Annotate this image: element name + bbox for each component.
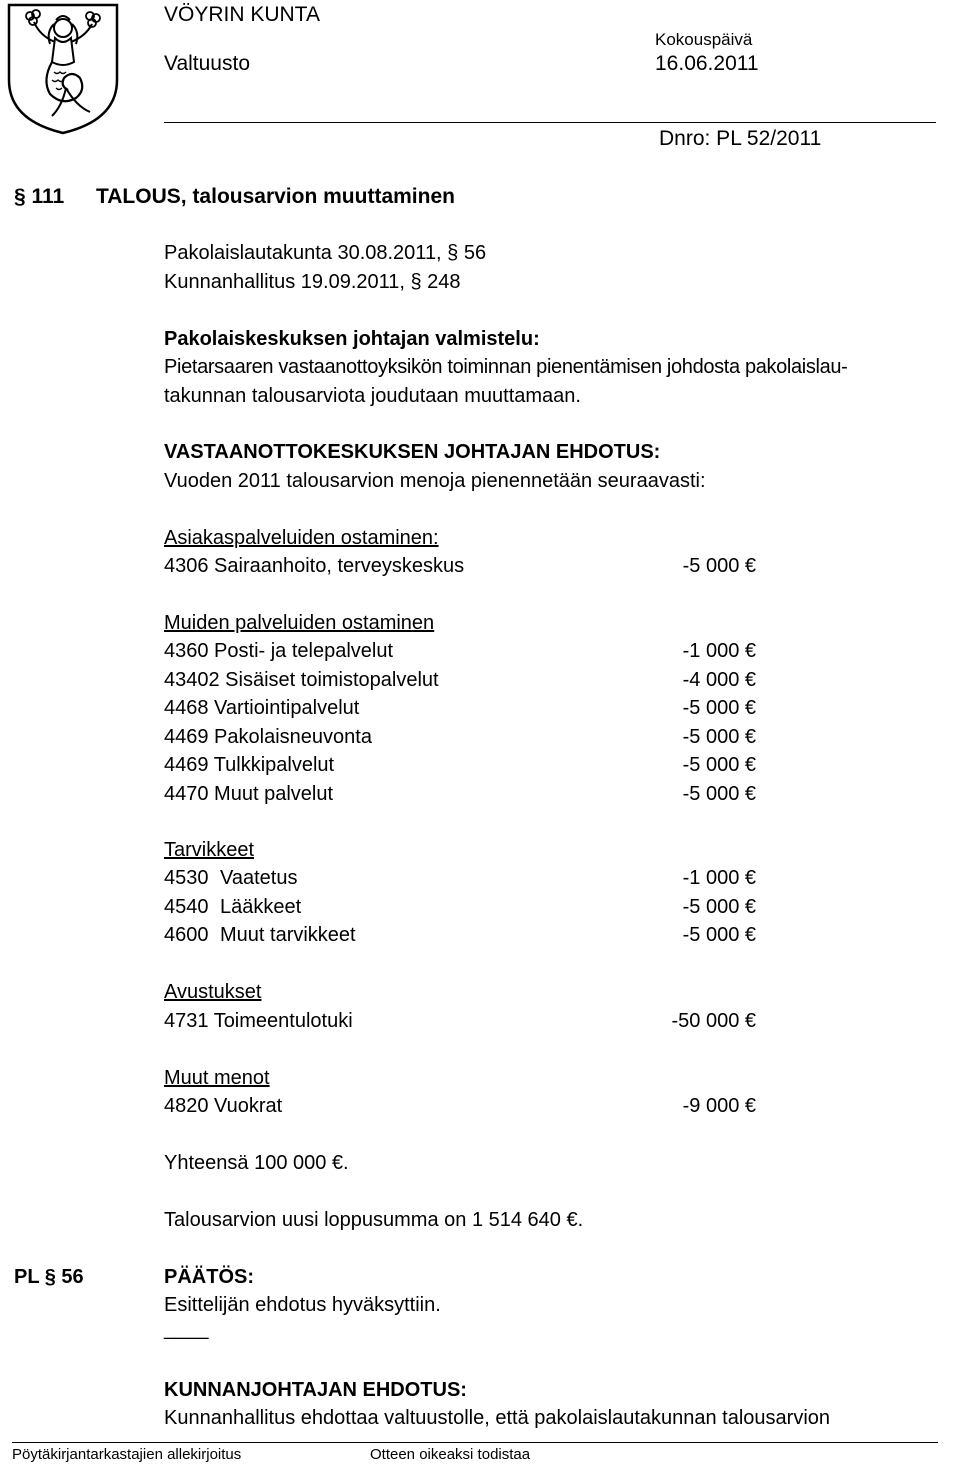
history-line: Kunnanhallitus 19.09.2011, § 248: [164, 271, 461, 293]
budget-line-label: 4360 Posti- ja telepalvelut: [164, 640, 394, 662]
history-line: Pakolaislautakunta 30.08.2011, § 56: [164, 242, 487, 264]
budget-line-label: 4470 Muut palvelut: [164, 783, 334, 805]
budget-line-amount: -5 000 €: [682, 896, 756, 918]
decision-heading: PÄÄTÖS:: [164, 1266, 254, 1288]
budget-line-label: [164, 866, 297, 890]
decision-ref: PL § 56: [14, 1266, 84, 1288]
footer-certification-label: Otteen oikeaksi todistaa: [370, 1446, 531, 1463]
preparation-text: takunnan talousarviota joudutaan muuttamaan.: [164, 385, 581, 407]
new-total-line: Talousarvion uusi loppusumma on 1 514 640 €.: [164, 1209, 584, 1231]
budget-line-label: [164, 923, 356, 947]
budget-line-amount: -5 000 €: [682, 555, 756, 577]
mayor-text: Kunnanhallitus ehdottaa valtuustolle, että pakolaislautakunnan talousarvion: [164, 1407, 831, 1429]
budget-line-amount: -5 000 €: [682, 924, 756, 946]
budget-line-amount: -5 000 €: [682, 754, 756, 776]
header-rule: [164, 122, 936, 123]
budget-line-label: 4306 Sairaanhoito, terveyskeskus: [164, 555, 465, 577]
section-number: § 111: [14, 185, 65, 208]
budget-line-amount: -1 000 €: [682, 867, 756, 889]
footer-rule: [12, 1442, 938, 1443]
account-name: Lääkkeet: [220, 896, 302, 918]
budget-line-label: 4468 Vartiointipalvelut: [164, 697, 360, 719]
budget-line-amount: -4 000 €: [682, 669, 756, 691]
municipality-name: VÖYRIN KUNTA: [164, 3, 320, 26]
decision-separator: ____: [164, 1318, 209, 1340]
preparation-text: Pietarsaaren vastaanottoyksikön toiminnan pienentämisen johdosta pakolaislau-: [164, 356, 848, 378]
group-title: Muut menot: [164, 1067, 270, 1089]
budget-line-label: 4731 Toimeentulotuki: [164, 1010, 353, 1032]
budget-line-amount: -50 000 €: [671, 1010, 756, 1032]
account-code: 4530: [164, 867, 209, 889]
total-line: Yhteensä 100 000 €.: [164, 1152, 349, 1174]
budget-line-label: 4820 Vuokrat: [164, 1095, 283, 1117]
preparation-heading: Pakolaiskeskuksen johtajan valmistelu:: [164, 328, 540, 350]
budget-line-label: 4469 Tulkkipalvelut: [164, 754, 335, 776]
budget-line-amount: -9 000 €: [682, 1095, 756, 1117]
budget-line-amount: -5 000 €: [682, 726, 756, 748]
budget-line-amount: -5 000 €: [682, 697, 756, 719]
proposal-heading: VASTAANOTTOKESKUKSEN JOHTAJAN EHDOTUS:: [164, 441, 661, 463]
budget-line-amount: -1 000 €: [682, 640, 756, 662]
meeting-date: 16.06.2011: [655, 52, 759, 75]
account-code: 4600: [164, 924, 209, 946]
meeting-date-label: Kokouspäivä: [655, 30, 753, 49]
group-title: Avustukset: [164, 981, 262, 1003]
account-code: 4540: [164, 896, 209, 918]
group-title: Tarvikkeet: [164, 839, 255, 861]
governing-body: Valtuusto: [164, 52, 250, 75]
mayor-heading: KUNNANJOHTAJAN EHDOTUS:: [164, 1379, 467, 1401]
budget-line-label: [164, 895, 301, 919]
budget-line-label: 4469 Pakolaisneuvonta: [164, 726, 372, 748]
footer-signature-label: Pöytäkirjantarkastajien allekirjoitus: [12, 1446, 242, 1463]
group-title: Muiden palveluiden ostaminen: [164, 612, 435, 634]
account-name: Vaatetus: [220, 867, 298, 889]
municipality-coat-of-arms: [6, 2, 120, 136]
proposal-intro: Vuoden 2011 talousarvion menoja pienennetään seuraavasti:: [164, 470, 706, 492]
section-title: TALOUS, talousarvion muuttaminen: [96, 185, 455, 208]
group-title: Asiakaspalveluiden ostaminen:: [164, 527, 439, 549]
budget-line-amount: -5 000 €: [682, 783, 756, 805]
account-name: Muut tarvikkeet: [220, 924, 356, 946]
decision-text: Esittelijän ehdotus hyväksyttiin.: [164, 1294, 441, 1316]
record-number: Dnro: PL 52/2011: [659, 127, 822, 150]
budget-line-label: 43402 Sisäiset toimistopalvelut: [164, 669, 439, 691]
